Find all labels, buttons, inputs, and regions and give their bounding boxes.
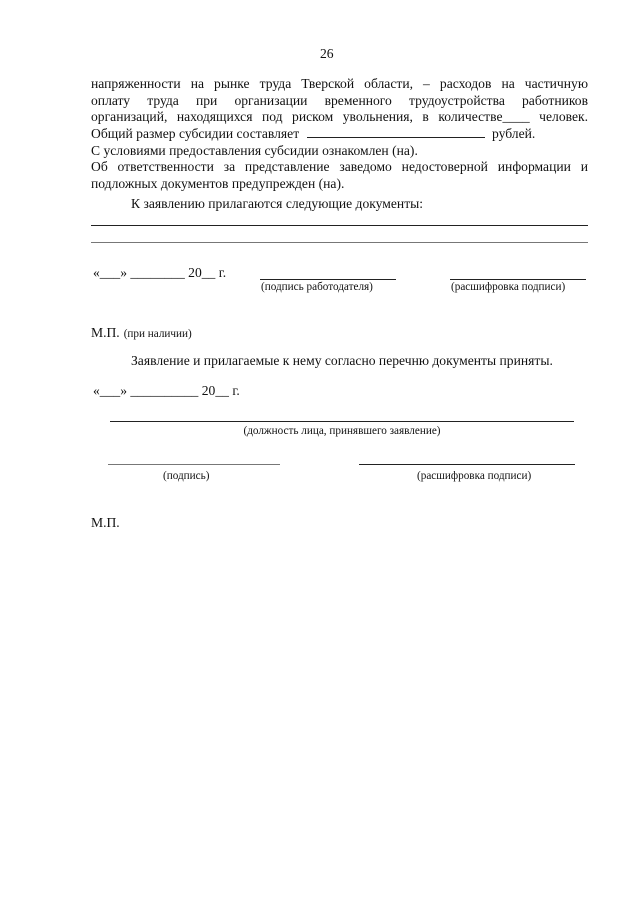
liability-line-1: Об ответственности за представление заведомо недостоверной информации и [91,159,588,174]
liability-line-2: подложных документов предупрежден (на). [91,176,345,191]
employer-signature-line[interactable] [260,279,396,280]
subsidy-amount-line [91,126,535,142]
attachments-line-1[interactable] [91,225,588,226]
position-line[interactable] [110,421,574,422]
page-number: 26 [320,46,334,61]
signature-line[interactable] [108,464,280,465]
signature-label: (подпись) [163,470,210,482]
paragraph-line-1: напряженности на рынке труда Тверской области, – расходов на частичную [91,76,588,91]
subsidy-amount-label: Общий размер субсидии составляет [91,126,300,141]
attachments-line-2[interactable] [91,242,588,243]
signature-decoding-line[interactable] [450,279,586,280]
employer-signature-label: (подпись работодателя) [261,281,373,293]
date-field-2[interactable]: «___» __________ 20__ г. [93,383,240,398]
signature-decoding-line-2[interactable] [359,464,575,465]
accepted-text: Заявление и прилагаемые к нему согласно перечню документы приняты. [131,353,553,368]
conditions-ack: С условиями предоставления субсидии ознакомлен (на). [91,143,418,158]
stamp-block [91,324,192,342]
attachments-intro: К заявлению прилагаются следующие документы: [131,196,424,211]
stamp-note: (при наличии) [123,328,192,340]
stamp-label: М.П. [91,325,120,340]
stamp-label-2: М.П. [91,515,120,530]
signature-decoding-label-2: (расшифровка подписи) [417,470,532,482]
subsidy-currency-label: рублей. [491,126,536,141]
position-label: (должность лица, принявшего заявление) [243,425,441,437]
paragraph-line-2: оплату труда при организации временного трудоустройства работников [91,93,588,108]
subsidy-amount-field[interactable] [307,126,485,138]
paragraph-line-3: организаций, находящихся под риском увольнения, в количестве____ человек. [91,109,588,124]
signature-decoding-label: (расшифровка подписи) [451,281,566,293]
date-field-1[interactable]: «___» ________ 20__ г. [93,265,227,280]
